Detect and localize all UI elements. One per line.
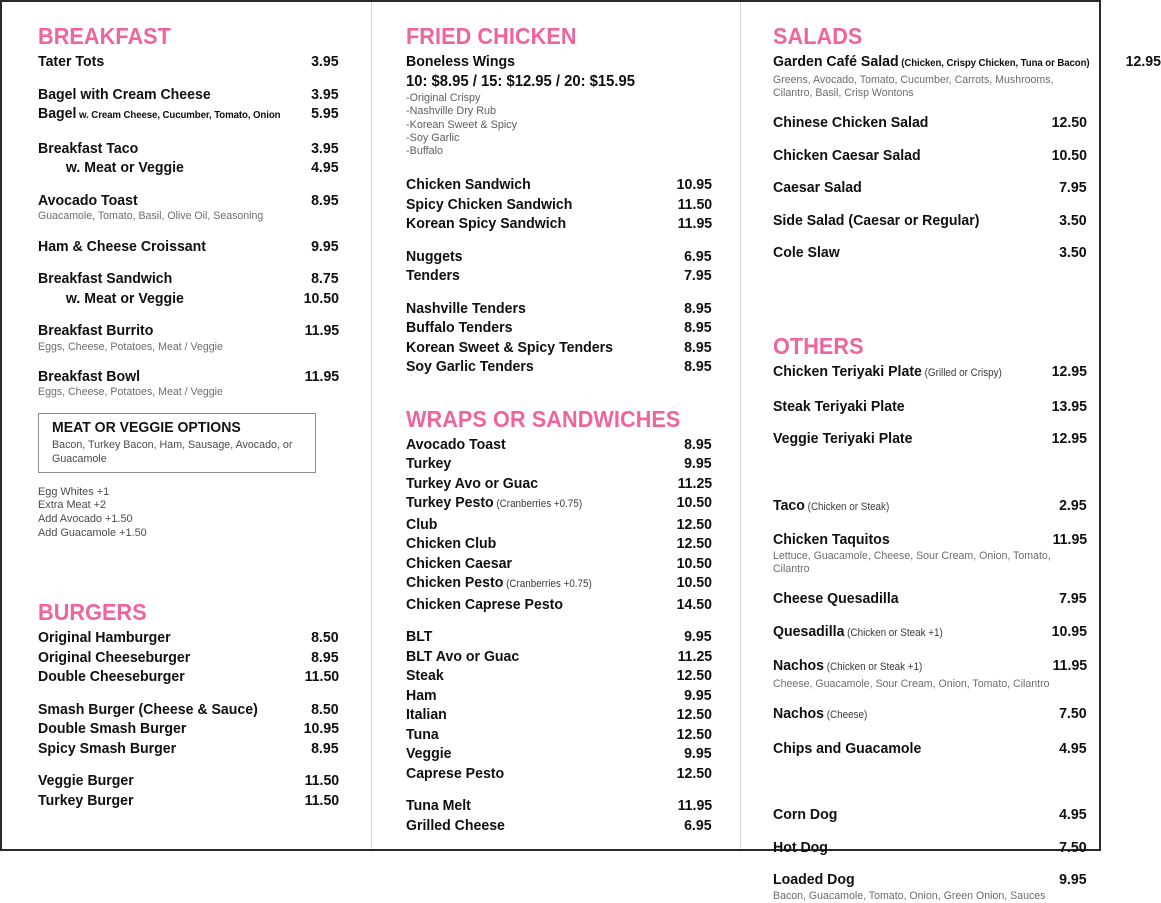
menu-item-name: Chicken Pesto (Cranberries +0.75) — [406, 574, 592, 592]
menu-item-price: 9.95 — [684, 686, 712, 704]
menu-item-name: Chicken Club — [406, 535, 497, 553]
menu-item-price: 11.50 — [677, 195, 712, 213]
menu-item-price: 12.50 — [676, 535, 712, 553]
menu-item-price: 14.50 — [676, 595, 712, 613]
others-groups-2 — [773, 496, 1087, 759]
text-line: Add Avocado +1.50 — [38, 513, 133, 526]
menu-item[interactable] — [406, 266, 712, 286]
menu-item[interactable] — [38, 667, 339, 687]
section-wraps-or-sandwiches — [406, 407, 712, 836]
menu-item[interactable] — [406, 796, 712, 816]
menu-item-price: 8.95 — [311, 648, 340, 666]
section-heading-salads: SALADS — [773, 23, 863, 49]
menu-item[interactable] — [406, 816, 712, 836]
menu-group — [773, 243, 1087, 263]
menu-item-qualifier: (Chicken or Steak +1) — [824, 661, 923, 674]
section-salads — [773, 23, 1161, 263]
menu-item-name: Steak — [406, 667, 444, 685]
salads-groups — [773, 52, 1161, 263]
menu-group — [38, 237, 339, 257]
menu-item-price: 6.95 — [684, 816, 712, 834]
menu-item-price: 12.50 — [676, 706, 712, 724]
boneless-wings-prices: 10: $8.95 / 15: $12.95 / 20: $15.95 — [406, 73, 635, 91]
menu-item[interactable] — [38, 719, 339, 739]
menu-item-name: Chicken Caesar — [406, 554, 513, 572]
menu-group — [773, 496, 1087, 518]
menu-item-price: 8.75 — [311, 270, 340, 288]
menu-item-name: Nachos (Cheese) — [773, 705, 868, 723]
menu-item[interactable] — [38, 52, 339, 72]
menu-item-name: Smash Burger (Cheese & Sauce) — [38, 700, 258, 718]
menu-item-name: Hot Dog — [773, 838, 828, 856]
menu-item-price: 9.95 — [684, 745, 712, 763]
menu-item-description: Bacon, Guacamole, Tomato, Onion, Green Onion, Sauces — [773, 889, 1046, 902]
options-box-title: MEAT OR VEGGIE OPTIONS — [52, 419, 241, 436]
menu-item-price: 3.95 — [311, 53, 340, 71]
menu-item-price: 9.95 — [1059, 871, 1087, 889]
menu-item-name: Chinese Chicken Salad — [773, 114, 929, 132]
menu-item[interactable] — [406, 357, 712, 377]
menu-item-price: 7.50 — [1059, 838, 1087, 856]
menu-item[interactable] — [38, 289, 339, 309]
menu-item-price: 12.50 — [676, 725, 712, 743]
menu-item-price: 8.95 — [684, 299, 712, 317]
menu-item[interactable] — [38, 158, 339, 178]
menu-item-name: Veggie Teriyaki Plate — [773, 430, 913, 448]
menu-item[interactable] — [406, 175, 712, 195]
menu-item-price: 3.50 — [1059, 244, 1087, 262]
menu-item-name: Chicken Caprese Pesto — [406, 595, 564, 613]
menu-item[interactable] — [38, 85, 339, 105]
menu-item-price: 3.95 — [311, 85, 340, 103]
menu-item-price: 9.95 — [684, 455, 712, 473]
spacer — [406, 158, 712, 175]
menu-item[interactable] — [406, 744, 712, 764]
menu-item-name: Italian — [406, 706, 447, 724]
section-fried-chicken — [406, 24, 712, 377]
menu-column-left — [2, 2, 371, 849]
menu-item-description: Lettuce, Guacamole, Cheese, Sour Cream, Onion, Tomato, Cilantro — [773, 549, 1051, 575]
menu-item[interactable] — [406, 247, 712, 267]
menu-item-name: Turkey Avo or Guac — [406, 474, 539, 492]
menu-item-price: 8.50 — [311, 700, 340, 718]
menu-item[interactable] — [406, 627, 712, 647]
menu-item-name: Breakfast Burrito — [38, 322, 154, 340]
menu-item[interactable] — [773, 52, 1161, 74]
menu-item[interactable] — [406, 195, 712, 215]
menu-item-price: 11.95 — [1052, 657, 1087, 675]
menu-item[interactable] — [773, 496, 1087, 518]
menu-group — [38, 269, 339, 308]
menu-item[interactable] — [773, 805, 1087, 825]
menu-item-name: Turkey Burger — [38, 791, 134, 809]
menu-group — [406, 435, 712, 615]
spacer — [773, 771, 1087, 805]
menu-item-price: 8.95 — [311, 191, 340, 209]
menu-item[interactable] — [38, 269, 339, 289]
menu-item-price: 12.50 — [1051, 114, 1087, 132]
menu-item-price: 10.50 — [676, 494, 712, 512]
menu-item-qualifier: (Cranberries +0.75) — [493, 498, 583, 511]
menu-item-name: Tenders — [406, 267, 460, 285]
section-heading-wraps: WRAPS OR SANDWICHES — [406, 405, 681, 432]
text-line: Extra Meat +2 — [38, 499, 107, 512]
menu-item-description: Guacamole, Tomato, Basil, Olive Oil, Seasoning — [38, 210, 264, 223]
wraps-groups — [406, 435, 712, 836]
menu-item[interactable] — [406, 705, 712, 725]
menu-item-name: Garden Café Salad (Chicken, Crispy Chicken, Tuna or Bacon) — [773, 53, 1090, 71]
menu-item[interactable] — [406, 725, 712, 745]
text-line: Add Guacamole +1.50 — [38, 526, 147, 539]
menu-item[interactable] — [406, 318, 712, 338]
menu-group — [38, 771, 339, 810]
menu-item[interactable] — [773, 397, 1087, 417]
menu-item-name: Taco (Chicken or Steak) — [773, 496, 890, 514]
menu-item[interactable] — [406, 764, 712, 784]
menu-item[interactable] — [773, 178, 1087, 198]
menu-item-name: Cheese Quesadilla — [773, 590, 899, 608]
menu-item[interactable] — [38, 104, 339, 126]
menu-item-qualifier: (Cranberries +0.75) — [503, 578, 592, 591]
menu-item-price: 8.95 — [684, 435, 712, 453]
menu-item-name: Nashville Tenders — [406, 299, 526, 317]
menu-group — [773, 589, 1087, 609]
menu-group — [38, 85, 339, 126]
menu-item-price: 10.95 — [303, 720, 340, 738]
text-line: -Nashville Dry Rub — [406, 105, 497, 118]
menu-item-price: 8.95 — [684, 319, 712, 337]
menu-item[interactable] — [773, 146, 1087, 166]
section-others — [773, 334, 1087, 903]
menu-item-name: Breakfast Sandwich — [38, 270, 173, 288]
menu-item-price: 10.95 — [1051, 622, 1087, 640]
menu-item-price: 9.95 — [684, 628, 712, 646]
menu-item-name: Chicken Taquitos — [773, 531, 890, 549]
menu-item[interactable] — [773, 362, 1087, 384]
menu-item-price: 10.50 — [303, 289, 340, 307]
menu-item-name: Loaded Dog — [773, 871, 855, 889]
menu-item-name: Caprese Pesto — [406, 764, 505, 782]
others-groups-3 — [773, 805, 1087, 903]
menu-item-price: 11.95 — [304, 367, 340, 385]
menu-item-price: 8.95 — [684, 338, 712, 356]
text-line: Egg Whites +1 — [38, 485, 110, 498]
menu-item[interactable] — [773, 589, 1087, 609]
menu-item-price: 11.50 — [304, 791, 340, 809]
menu-item[interactable] — [38, 771, 339, 791]
menu-item-price: 8.95 — [311, 739, 340, 757]
menu-group — [773, 211, 1087, 231]
menu-item[interactable] — [406, 686, 712, 706]
menu-group — [773, 429, 1087, 449]
section-heading-others: OTHERS — [773, 332, 864, 359]
menu-item-qualifier: (Cheese) — [824, 709, 868, 722]
menu-item[interactable] — [406, 338, 712, 358]
menu-item-price: 4.95 — [1059, 806, 1087, 824]
text-line: -Soy Garlic — [406, 131, 460, 144]
section-heading-burgers: BURGERS — [38, 599, 147, 626]
menu-item-price: 2.95 — [1059, 496, 1087, 514]
menu-group — [406, 175, 712, 234]
menu-item-name: Chicken Sandwich — [406, 176, 531, 194]
menu-item[interactable] — [406, 474, 712, 494]
menu-item-name: Korean Sweet & Spicy Tenders — [406, 338, 613, 356]
menu-item-name: Tuna — [406, 725, 439, 743]
text-line: -Original Crispy — [406, 92, 481, 105]
menu-item[interactable] — [773, 838, 1087, 858]
others-groups-1 — [773, 362, 1087, 449]
menu-item[interactable] — [773, 113, 1087, 133]
menu-item-price: 10.50 — [676, 554, 712, 572]
spacer — [773, 462, 1087, 496]
section-heading-fried-chicken: FRIED CHICKEN — [406, 23, 577, 49]
menu-item-name: Korean Spicy Sandwich — [406, 215, 567, 233]
meat-or-veggie-options-box — [38, 413, 316, 473]
menu-item-name: w. Meat or Veggie — [65, 289, 184, 307]
menu-group — [773, 704, 1087, 726]
menu-item-price: 11.95 — [1052, 531, 1087, 549]
menu-item[interactable] — [773, 530, 1087, 550]
menu-item-price: 7.95 — [1059, 590, 1087, 608]
menu-item-price: 12.95 — [1126, 53, 1161, 71]
menu-group — [773, 530, 1087, 576]
menu-group — [38, 321, 339, 354]
menu-item-name: Breakfast Bowl — [38, 367, 141, 385]
menu-item[interactable] — [406, 554, 712, 574]
menu-item[interactable] — [406, 573, 712, 595]
menu-item[interactable] — [38, 628, 339, 648]
text-line: -Korean Sweet & Spicy — [406, 118, 518, 131]
menu-item-price: 10.50 — [676, 574, 712, 592]
menu-item-name: Veggie — [406, 745, 452, 763]
menu-item-price: 11.95 — [304, 322, 340, 340]
menu-item[interactable] — [406, 299, 712, 319]
section-heading-breakfast: BREAKFAST — [38, 23, 171, 49]
menu-item-price: 4.95 — [311, 159, 340, 177]
breakfast-groups — [38, 52, 339, 400]
menu-item-description: Greens, Avocado, Tomato, Cucumber, Carrots, Mushrooms, Cilantro, Basil, Crisp Wontons — [773, 73, 1054, 100]
spacer — [773, 276, 1087, 334]
fried-chicken-groups — [406, 175, 712, 377]
menu-item-name: Double Cheeseburger — [38, 668, 185, 686]
menu-item-price: 4.95 — [1059, 739, 1087, 757]
menu-group — [38, 139, 339, 178]
menu-item-name: Club — [406, 515, 438, 533]
menu-item-name: Original Cheeseburger — [38, 648, 191, 666]
menu-item-name: Bagel w. Cream Cheese, Cucumber, Tomato, Onion — [38, 105, 281, 123]
menu-item[interactable] — [406, 454, 712, 474]
menu-item-name: Avocado Toast — [406, 435, 506, 453]
menu-item-name: Chips and Guacamole — [773, 739, 922, 757]
menu-item[interactable] — [38, 700, 339, 720]
menu-item-name: Side Salad (Caesar or Regular) — [773, 211, 980, 229]
menu-group — [38, 367, 339, 400]
menu-group — [773, 113, 1087, 133]
menu-item-name: Bagel with Cream Cheese — [38, 85, 211, 103]
menu-column-right — [740, 2, 1161, 902]
menu-item[interactable] — [406, 515, 712, 535]
menu-group — [773, 622, 1087, 644]
menu-item[interactable] — [773, 704, 1087, 726]
menu-group — [773, 739, 1087, 759]
menu-item[interactable] — [406, 534, 712, 554]
menu-item-name: Corn Dog — [773, 806, 838, 824]
boneless-wings-flavors — [406, 92, 712, 158]
menu-item-price: 3.95 — [311, 139, 340, 157]
boneless-wings-block — [406, 52, 712, 158]
menu-item-name: Tuna Melt — [406, 797, 471, 815]
boneless-wings-title: Boneless Wings — [406, 53, 515, 71]
menu-item-name: Caesar Salad — [773, 179, 862, 197]
menu-item-name: Chicken Teriyaki Plate (Grilled or Crispy) — [773, 363, 1002, 381]
menu-item-name: Breakfast Taco — [38, 139, 139, 157]
menu-item-name: Ham & Cheese Croissant — [38, 237, 206, 255]
menu-item[interactable] — [773, 622, 1087, 644]
menu-item-price: 7.95 — [1059, 179, 1087, 197]
menu-group — [773, 146, 1087, 166]
menu-item-name: Steak Teriyaki Plate — [773, 397, 905, 415]
menu-item-name: Avocado Toast — [38, 191, 138, 209]
burgers-groups — [38, 628, 339, 810]
menu-item-price: 11.95 — [677, 797, 712, 815]
menu-group — [38, 628, 339, 687]
menu-item-name: Soy Garlic Tenders — [406, 358, 534, 376]
menu-item-name: Cole Slaw — [773, 244, 840, 262]
menu-item[interactable] — [406, 435, 712, 455]
menu-group — [38, 191, 339, 224]
menu-item-price: 12.50 — [676, 667, 712, 685]
section-burgers — [38, 600, 339, 810]
menu-group — [773, 52, 1161, 100]
menu-item-qualifier: (Chicken or Steak +1) — [844, 626, 943, 639]
menu-item-name: BLT — [406, 628, 433, 646]
menu-item-name: Double Smash Burger — [38, 720, 187, 738]
menu-column-middle — [371, 2, 740, 849]
menu-group — [773, 838, 1087, 858]
menu-item-price: 13.95 — [1051, 397, 1087, 415]
menu-item-price: 10.95 — [676, 176, 712, 194]
menu-item-price: 11.50 — [304, 772, 340, 790]
section-breakfast — [38, 24, 339, 540]
menu-item-price: 8.95 — [684, 358, 712, 376]
menu-item[interactable] — [773, 870, 1087, 890]
menu-group — [406, 247, 712, 286]
menu-item-name: Buffalo Tenders — [406, 319, 513, 337]
menu-item[interactable] — [38, 367, 339, 387]
menu-item[interactable] — [406, 595, 712, 615]
menu-item[interactable] — [406, 666, 712, 686]
spacer — [406, 390, 712, 407]
menu-item-price: 8.50 — [311, 629, 340, 647]
menu-item[interactable] — [38, 648, 339, 668]
menu-item-price: 12.50 — [676, 764, 712, 782]
menu-item-price: 11.25 — [677, 647, 712, 665]
menu-item-description: Eggs, Cheese, Potatoes, Meat / Veggie — [38, 340, 223, 353]
menu-item[interactable] — [38, 321, 339, 341]
menu-item[interactable] — [38, 791, 339, 811]
menu-item-name: Chicken Caesar Salad — [773, 146, 921, 164]
menu-item-price: 11.95 — [677, 215, 712, 233]
menu-item[interactable] — [773, 656, 1087, 678]
menu-group — [406, 627, 712, 783]
menu-item[interactable] — [773, 243, 1087, 263]
menu-item-qualifier: (Grilled or Crispy) — [921, 367, 1002, 380]
menu-item-price: 5.95 — [311, 105, 340, 123]
menu-item-qualifier: (Chicken, Crispy Chicken, Tuna or Bacon) — [898, 58, 1090, 70]
menu-item[interactable] — [406, 214, 712, 234]
menu-item-name: Turkey — [406, 455, 452, 473]
menu-item-price: 3.50 — [1059, 211, 1087, 229]
menu-item[interactable] — [773, 211, 1087, 231]
menu-group — [38, 700, 339, 759]
menu-item[interactable] — [38, 739, 339, 759]
options-box-subtitle: Bacon, Turkey Bacon, Ham, Sausage, Avocado, or Guacamole — [52, 438, 293, 465]
menu-item[interactable] — [773, 429, 1087, 449]
menu-item-name: Quesadilla (Chicken or Steak +1) — [773, 622, 943, 640]
menu-group — [406, 299, 712, 377]
menu-group — [773, 870, 1087, 903]
menu-group — [773, 656, 1087, 691]
menu-item-name: Veggie Burger — [38, 772, 134, 790]
menu-item[interactable] — [406, 647, 712, 667]
menu-item-name: Ham — [406, 686, 437, 704]
menu-item[interactable] — [38, 237, 339, 257]
menu-item-price: 12.95 — [1051, 430, 1087, 448]
menu-group — [38, 52, 339, 72]
menu-item-price: 6.95 — [684, 247, 712, 265]
menu-group — [406, 796, 712, 835]
menu-item-qualifier: (Chicken or Steak) — [804, 500, 890, 513]
menu-item-name: Spicy Chicken Sandwich — [406, 195, 573, 213]
menu-item-name: BLT Avo or Guac — [406, 647, 520, 665]
menu-item-price: 7.50 — [1059, 705, 1087, 723]
menu-item[interactable] — [773, 739, 1087, 759]
menu-item-price: 7.95 — [684, 267, 712, 285]
menu-item-name: Nuggets — [406, 247, 463, 265]
menu-item-name: Tater Tots — [38, 53, 105, 71]
menu-item-price: 9.95 — [311, 237, 340, 255]
menu-columns — [2, 2, 1161, 902]
menu-item-name: Nachos (Chicken or Steak +1) — [773, 657, 923, 675]
menu-group — [773, 397, 1087, 417]
menu-item-name: Spicy Smash Burger — [38, 739, 177, 757]
text-line: -Buffalo — [406, 144, 444, 157]
menu-item-name: Original Hamburger — [38, 629, 171, 647]
menu-item-description: Cheese, Guacamole, Sour Cream, Onion, Tomato, Cilantro — [773, 677, 1050, 690]
spacer — [38, 542, 339, 600]
menu-item[interactable] — [38, 191, 339, 211]
menu-group — [773, 362, 1087, 384]
menu-item[interactable] — [38, 139, 339, 159]
menu-item-price: 12.95 — [1051, 363, 1087, 381]
menu-group — [773, 178, 1087, 198]
menu-item-price: 11.50 — [304, 668, 340, 686]
menu-item-name: w. Meat or Veggie — [65, 159, 184, 177]
menu-item-qualifier: w. Cream Cheese, Cucumber, Tomato, Onion — [76, 110, 281, 122]
menu-item[interactable] — [406, 493, 712, 515]
menu-item-name: Turkey Pesto (Cranberries +0.75) — [406, 494, 583, 512]
breakfast-extras-list — [38, 486, 339, 540]
menu-item-description: Eggs, Cheese, Potatoes, Meat / Veggie — [38, 386, 223, 399]
menu-item-name: Grilled Cheese — [406, 816, 505, 834]
menu-group — [773, 805, 1087, 825]
menu-item-price: 11.25 — [677, 474, 712, 492]
menu-item-price: 12.50 — [676, 515, 712, 533]
menu-item-price: 10.50 — [1051, 146, 1087, 164]
